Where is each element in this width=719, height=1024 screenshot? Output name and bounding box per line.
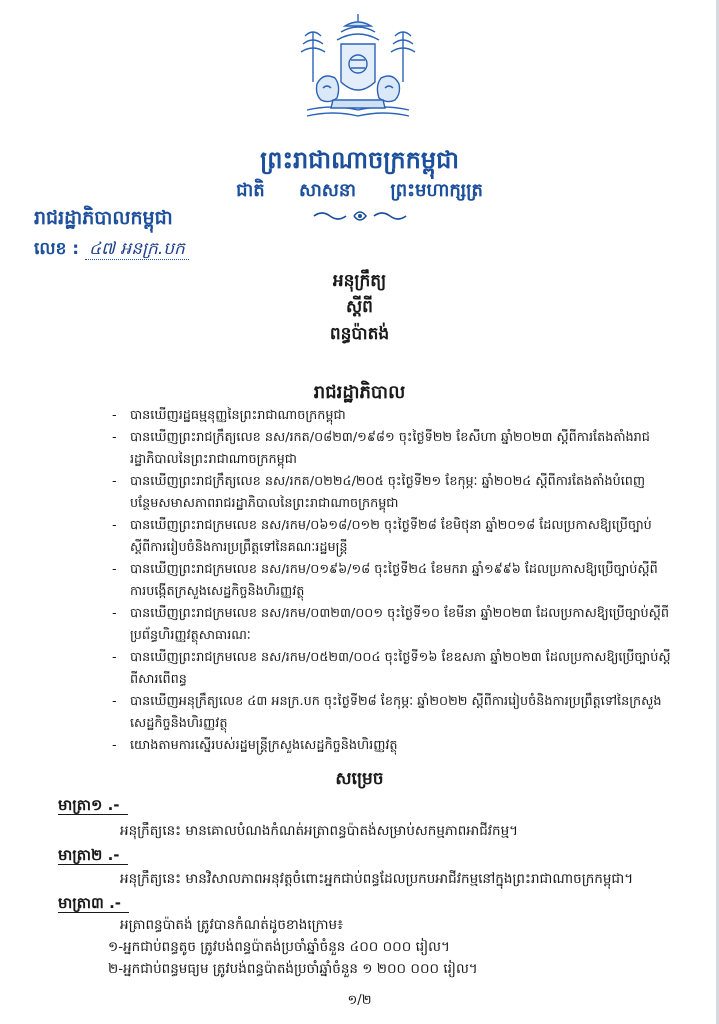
article-2-label: មាត្រា២ .- [58, 846, 128, 868]
recital-item: - យោងតាមការស្នើរបស់រដ្ឋមន្ត្រីក្រសួងសេដ្ឋកិច្ចនិងហិរញ្ញវត្ថុ [112, 735, 672, 757]
document-type: អនុក្រឹត្យ [332, 271, 387, 291]
royal-emblem-icon [293, 12, 423, 130]
recital-item: - បានឃើញព្រះរាជក្រមលេខ នស/រកម/០៥២៣/០០៤ ចុះថ្ងៃទី១៦ ខែឧសភា ឆ្នាំ២០២៣ ដែលប្រកាសឱ្យប្រើច្បាប់ស្តីពីសារពើពន្ធ [112, 647, 672, 691]
recital-item: - បានឃើញព្រះរាជក្រឹត្យលេខ នស/រកត/០៨២៣/១៩៨១ ចុះថ្ងៃទី២២ ខែសីហា ឆ្នាំ២០២៣ ស្តីពីការតែងតាំងរាជរដ្ឋាភិបាលនៃព្រះរាជាណាចក្រកម្ពុជា [112, 427, 672, 471]
decision-heading: សម្រេច [335, 769, 384, 789]
issuer-heading: រាជរដ្ឋាភិបាល [313, 382, 406, 403]
article-3-item-1: ១-អ្នកជាប់ពន្ធតូច ត្រូវបង់ពន្ធប៉ាតង់ប្រចាំឆ្នាំចំនួន ៤០០ ០០០ រៀល។ [108, 939, 450, 955]
motto-religion: សាសនា [298, 180, 357, 201]
recitals-list [112, 405, 672, 757]
article-3-label: មាត្រា៣ .- [58, 894, 129, 916]
document-subject: ពន្ធប៉ាតង់ [329, 324, 390, 344]
motto-king: ព្រះមហាក្សត្រ [390, 180, 483, 201]
decorative-divider-icon [310, 208, 410, 224]
document-about: ស្តីពី [346, 297, 373, 317]
issuing-government: រាជរដ្ឋាភិបាលកម្ពុជា [34, 207, 173, 229]
number-value: ៤៧ អនក្រ.បក [85, 239, 189, 260]
recital-item: - បានឃើញព្រះរាជក្រមលេខ នស/រកម/០៦១៨/០១២ ចុះថ្ងៃទី២៨ ខែមិថុនា ឆ្នាំ២០១៨ ដែលប្រកាសឱ្យប្រើច្បាប់ស្តីពីការរៀបចំនិងការប្រព្រឹត្តទៅនៃគណៈរដ្ឋមន្ត្រី [112, 515, 672, 559]
recital-item: - បានឃើញព្រះរាជក្រមលេខ នស/រកម/០១៩៦/១៨ ចុះថ្ងៃទី២៤ ខែមករា ឆ្នាំ១៩៩៦ ដែលប្រកាសឱ្យប្រើច្បាប់ស្តីពីការបង្កើតក្រសួងសេដ្ឋកិច្ចនិងហិរញ្ញវត្ថុ [112, 559, 672, 603]
kingdom-name: ព្រះរាជាណាចក្រកម្ពុជា [260, 146, 459, 174]
recital-item: - បានឃើញអនុក្រឹត្យលេខ ៤៣ អនក្រ.បក ចុះថ្ងៃទី២៨ ខែកុម្ភៈ ឆ្នាំ២០២២ ស្តីពីការរៀបចំនិងការប្រព្រឹត្តទៅនៃក្រសួងសេដ្ឋកិច្ចនិងហិរញ្ញវត្ថុ [112, 691, 672, 735]
national-motto [0, 178, 719, 205]
recital-item: - បានឃើញរដ្ឋធម្មនុញ្ញនៃព្រះរាជាណាចក្រកម្ពុជា [112, 405, 672, 427]
article-1-label: មាត្រា១ .- [58, 796, 128, 818]
article-3-text: អត្រាពន្ធប៉ាតង់ ត្រូវបានកំណត់ដូចខាងក្រោម៖ [120, 917, 344, 933]
recital-item: - បានឃើញព្រះរាជក្រមលេខ នស/រកម/០៣២៣/០០១ ចុះថ្ងៃទី១០ ខែមីនា ឆ្នាំ២០២៣ ដែលប្រកាសឱ្យប្រើច្បាប់ស្តីពីប្រព័ន្ធហិរញ្ញវត្ថុសាធារណៈ [112, 603, 672, 647]
article-1-text: អនុក្រឹត្យនេះ មានគោលបំណងកំណត់អត្រាពន្ធប៉ាតង់សម្រាប់សកម្មភាពអាជីវកម្ម។ [120, 823, 519, 839]
motto-nation: ជាតិ [236, 180, 265, 201]
article-2-text: អនុក្រឹត្យនេះ មានវិសាលភាពអនុវត្តចំពោះអ្នកជាប់ពន្ធដែលប្រកបអាជីវកម្មនៅក្នុងព្រះរាជាណាចក្រកម្ពុជា។ [120, 871, 634, 887]
number-label: លេខ : [34, 239, 80, 259]
page-number: ១/២ [347, 993, 372, 1008]
article-3-item-2: ២-អ្នកជាប់ពន្ធមធ្យម ត្រូវបង់ពន្ធប៉ាតង់ប្រចាំឆ្នាំចំនួន ១ ២០០ ០០០ រៀល។ [108, 961, 478, 977]
recital-item: - បានឃើញព្រះរាជក្រឹត្យលេខ នស/រកត/០២២៤/២០៥ ចុះថ្ងៃទី២១ ខែកុម្ភៈ ឆ្នាំ២០២៤ ស្តីពីការតែងតាំងបំពេញបន្ថែមសមាសភាពរាជរដ្ឋាភិបាលនៃព្រះរាជាណាចក្រកម្ពុជា [112, 471, 672, 515]
document-number [34, 238, 189, 263]
